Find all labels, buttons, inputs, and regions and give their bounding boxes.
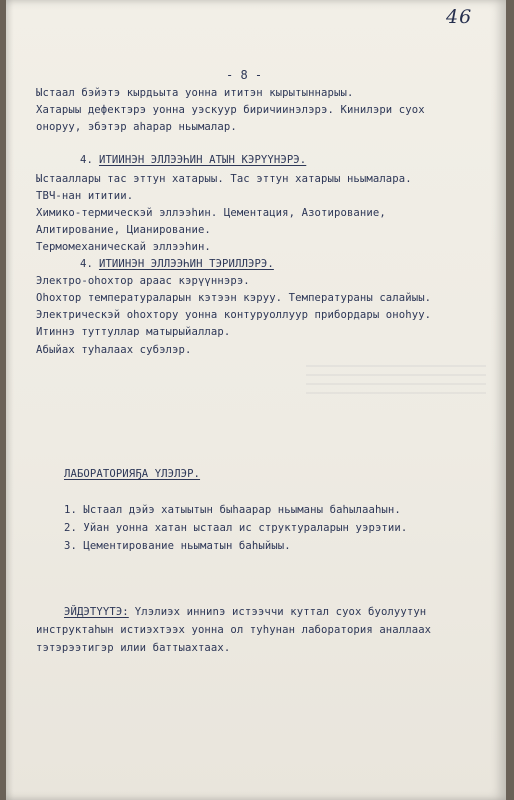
text-line: Химико-термическэй эллээһин. Цементация, Азотирование, [36,207,386,219]
section-heading [80,257,274,271]
text-line: Итиннэ туттуллар матырыйаллар. [36,326,231,338]
text-line: оноруу, эбэтэр аһарар ньымалар. [36,121,237,133]
text-line: Хатарыы дефектэрэ уонна уэскуур биричиинэлэрэ. Кинилэри суох [36,104,425,116]
section-title: ИТИИНЭН ЭЛЛЭЭҺИН ТЭРИЛЛЭРЭ. [98,258,274,270]
text-line: Алитирование, Цианирование. [36,224,211,236]
note-line [64,605,426,619]
page-number: - 8 - [226,68,263,82]
note-label: ЭЙДЭТҮҮТЭ: [64,606,129,618]
laboratory-title: ЛАБОРАТОРИЯҔА ҮЛЭЛЭР. [64,468,201,480]
handwritten-page-number: 46 [446,6,473,28]
text-line: ТВЧ-нан ититии. [36,190,134,202]
note-line: инструктаһын истиэхтээх уонна ол туһунан лаборатория аналлаах [36,624,432,636]
section-title: ИТИИНЭН ЭЛЛЭЭҺИН АТЫН КЭРҮҮНЭРЭ. [98,154,307,166]
text-line: Электро-оһохтор араас кэрүүннэрэ. [36,275,250,287]
document-page [6,0,506,800]
text-line: Оһохтор температураларын кэтээн кэруу. Температураны салайыы. [36,292,432,304]
text-line: Ыстааллары тас эттун хатарыы. Тас эттун хатарыы ньымалара. [36,173,412,185]
note-text: Үлэлиэх инниnэ истээччи куттал суох буолуутун [134,606,427,618]
list-item: 2. Уйан уонна хатан ыстаал ис структураларын уэрэтии. [64,522,408,534]
text-line: Электрическэй оһохтору уонна контуруоллуур прибордары оноһуу. [36,309,432,321]
list-item: 3. Цементирование ньыматын баһыйыы. [64,540,291,552]
page-edge-shadow [6,0,14,800]
text-line: Абыйах туһалаах субэлэр. [36,344,192,356]
section-number: 4. [80,154,93,166]
bleed-through-text [306,365,486,395]
text-line: Термомеханическай эллээһин. [36,241,211,253]
list-item: 1. Ыстаал дэйэ хатыытын быһаарар ньыманы баһылааһын. [64,504,401,516]
section-number: 4. [80,258,93,270]
text-line: Ыстаал бэйэтэ кырдьыта уонна ититэн кырытыннарыы. [36,87,354,99]
section-heading [80,153,306,167]
note-line: тэтэрээтигэр илии баттыахтаах. [36,642,231,654]
